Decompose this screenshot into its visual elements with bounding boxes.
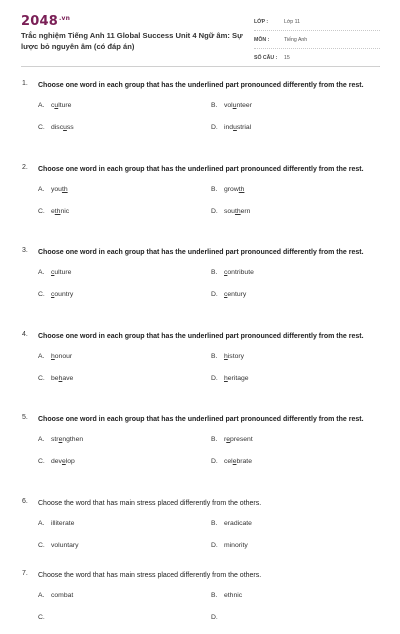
option-b[interactable] — [211, 102, 252, 109]
question-text: Choose one word in each group that has the underlined part pronounced differently from the rest. — [38, 249, 364, 256]
word-part: ulture — [54, 268, 72, 276]
option-word — [224, 269, 254, 276]
word-part: lture — [58, 101, 72, 109]
word-part: combat — [51, 591, 74, 599]
option-word — [224, 353, 244, 360]
question-6 — [22, 498, 378, 562]
option-letter: D. — [211, 207, 218, 215]
underlined-part: e — [232, 457, 237, 465]
option-letter: B. — [211, 352, 218, 360]
option-c[interactable] — [38, 614, 51, 621]
word-part: cel — [224, 457, 233, 465]
underlined-part: th — [234, 207, 241, 215]
underlined-part: h — [51, 352, 55, 360]
option-word — [51, 542, 79, 549]
option-b[interactable] — [211, 353, 244, 360]
option-word — [51, 592, 73, 599]
question-text: Choose one word in each group that has the underlined part pronounced differently from the rest. — [38, 82, 364, 89]
option-b[interactable] — [211, 592, 242, 599]
word-part: c — [51, 101, 55, 109]
underlined-part: u — [54, 101, 59, 109]
underlined-part: c — [224, 290, 228, 298]
word-part: dev — [51, 457, 62, 465]
word-part: ave — [62, 374, 74, 382]
option-c[interactable] — [38, 542, 79, 549]
question-text: Choose the word that has main stress placed differently from the others. — [38, 500, 262, 507]
underlined-part: c — [51, 290, 55, 298]
word-part: ethnic — [224, 591, 243, 599]
option-a[interactable] — [38, 520, 74, 527]
word-part: you — [51, 185, 62, 193]
meta-label: MÔN : — [254, 37, 270, 43]
option-letter: A. — [38, 352, 45, 360]
option-word — [224, 542, 248, 549]
option-c[interactable] — [38, 458, 75, 465]
question-header — [22, 414, 378, 426]
word-part: eritage — [227, 374, 249, 382]
word-part: grow — [224, 185, 239, 193]
option-d[interactable] — [211, 458, 252, 465]
option-letter: A. — [38, 268, 45, 276]
meta-row-subject — [254, 32, 380, 49]
question-header — [22, 498, 378, 510]
option-d[interactable] — [211, 375, 249, 382]
option-word — [224, 436, 253, 443]
option-word — [51, 375, 73, 382]
question-1 — [22, 80, 378, 144]
question-number: 5. — [22, 414, 28, 421]
option-word — [51, 269, 71, 276]
word-part: vol — [224, 101, 233, 109]
option-word — [224, 520, 252, 527]
word-part: strial — [236, 123, 252, 131]
option-b[interactable] — [211, 520, 252, 527]
option-letter: A. — [38, 435, 45, 443]
option-letter: B. — [211, 185, 218, 193]
option-letter: C. — [38, 374, 45, 382]
underlined-part: th — [54, 207, 61, 215]
word-part: onour — [54, 352, 73, 360]
option-word — [224, 102, 252, 109]
option-word — [224, 458, 252, 465]
option-letter: B. — [211, 591, 218, 599]
option-letter: B. — [211, 435, 218, 443]
option-d[interactable] — [211, 208, 250, 215]
option-a[interactable] — [38, 102, 71, 109]
option-word — [51, 208, 69, 215]
option-b[interactable] — [211, 186, 244, 193]
answer-options — [22, 590, 378, 634]
option-d[interactable] — [211, 542, 248, 549]
option-a[interactable] — [38, 269, 71, 276]
question-text: Choose one word in each group that has the underlined part pronounced differently from the rest. — [38, 416, 364, 423]
option-letter: B. — [211, 268, 218, 276]
meta-value: Tiếng Anh — [284, 37, 308, 43]
option-letter: B. — [211, 101, 218, 109]
option-letter: B. — [211, 519, 218, 527]
answer-options — [22, 184, 378, 228]
option-word — [51, 291, 73, 298]
option-c[interactable] — [38, 124, 74, 131]
option-letter: D. — [211, 123, 218, 131]
option-d[interactable] — [211, 614, 224, 621]
question-header — [22, 80, 378, 92]
meta-row-class — [254, 14, 380, 31]
word-part: e — [51, 207, 55, 215]
option-letter: C. — [38, 457, 45, 465]
meta-label: LỚP : — [254, 19, 269, 25]
word-part: illiterate — [51, 519, 75, 527]
underlined-part: e — [58, 435, 63, 443]
question-header — [22, 164, 378, 176]
underlined-part: c — [224, 268, 228, 276]
question-header — [22, 247, 378, 259]
question-4 — [22, 331, 378, 395]
question-number: 4. — [22, 331, 28, 338]
word-part: ind — [224, 123, 234, 131]
option-b[interactable] — [211, 436, 253, 443]
underlined-part: e — [61, 457, 66, 465]
word-part: ern — [240, 207, 251, 215]
question-text: Choose the word that has main stress placed differently from the others. — [38, 572, 262, 579]
question-number: 2. — [22, 164, 28, 171]
question-number: 1. — [22, 80, 28, 87]
answer-options — [22, 267, 378, 311]
word-part: voluntary — [51, 541, 79, 549]
option-c[interactable] — [38, 208, 69, 215]
word-part: nteer — [236, 101, 252, 109]
option-word — [51, 353, 72, 360]
option-word — [51, 124, 74, 131]
underlined-part: h — [224, 352, 228, 360]
underlined-part: th — [61, 185, 68, 193]
option-c[interactable] — [38, 291, 73, 298]
word-part: sou — [224, 207, 235, 215]
option-letter: D. — [211, 613, 218, 621]
underlined-part: u — [63, 123, 67, 131]
meta-value: Lớp 11 — [284, 19, 300, 25]
meta-panel — [254, 14, 380, 68]
meta-value: 15 — [284, 55, 290, 61]
option-word — [51, 102, 71, 109]
word-part: ngthen — [62, 435, 84, 443]
option-word — [224, 186, 244, 193]
option-letter: D. — [211, 541, 218, 549]
logo-text: 2048 — [21, 14, 58, 29]
underlined-part: u — [233, 123, 237, 131]
option-letter: C. — [38, 123, 45, 131]
question-header — [22, 331, 378, 343]
word-part: ountry — [54, 290, 74, 298]
answer-options — [22, 518, 378, 562]
word-part: entury — [227, 290, 247, 298]
option-letter: A. — [38, 519, 45, 527]
worksheet-title: Trắc nghiệm Tiếng Anh 11 Global Success Unit 4 Ngữ âm: Sự lược bỏ nguyên âm (có đáp án) — [21, 31, 243, 51]
logo-suffix: .vn — [58, 14, 71, 22]
option-b[interactable] — [211, 269, 254, 276]
answer-options — [22, 434, 378, 478]
option-c[interactable] — [38, 375, 73, 382]
word-part: present — [230, 435, 253, 443]
option-letter: D. — [211, 374, 218, 382]
meta-label: SỐ CÂU : — [254, 55, 278, 61]
option-letter: A. — [38, 185, 45, 193]
option-letter: D. — [211, 457, 218, 465]
question-number: 6. — [22, 498, 28, 505]
option-word — [51, 458, 75, 465]
word-part: ontribute — [227, 268, 254, 276]
option-word — [51, 520, 74, 527]
option-letter: D. — [211, 290, 218, 298]
word-part: lop — [65, 457, 75, 465]
underlined-part: c — [51, 268, 55, 276]
word-part: minority — [224, 541, 248, 549]
question-number: 7. — [22, 570, 28, 577]
option-a[interactable] — [38, 353, 72, 360]
option-word — [51, 186, 68, 193]
word-part: ss — [66, 123, 74, 131]
option-letter: C. — [38, 290, 45, 298]
option-a[interactable] — [38, 436, 83, 443]
underlined-part: e — [226, 435, 231, 443]
option-a[interactable] — [38, 186, 68, 193]
option-letter: A. — [38, 591, 45, 599]
word-part: be — [51, 374, 59, 382]
word-part: brate — [236, 457, 252, 465]
answer-options — [22, 351, 378, 395]
word-part: str — [51, 435, 59, 443]
header-divider — [21, 66, 379, 67]
underlined-part: th — [238, 185, 245, 193]
question-2 — [22, 164, 378, 228]
meta-row-count — [254, 50, 380, 67]
option-word — [224, 592, 242, 599]
underlined-part: h — [58, 374, 63, 382]
option-word — [224, 124, 251, 131]
option-letter: A. — [38, 101, 45, 109]
word-part: istory — [227, 352, 245, 360]
question-text: Choose one word in each group that has the underlined part pronounced differently from the rest. — [38, 333, 364, 340]
option-d[interactable] — [211, 291, 246, 298]
question-header — [22, 570, 378, 582]
option-word — [224, 291, 246, 298]
option-letter: C. — [38, 613, 45, 621]
question-7 — [22, 570, 378, 634]
question-text: Choose one word in each group that has the underlined part pronounced differently from the rest. — [38, 166, 364, 173]
option-word — [224, 375, 249, 382]
option-a[interactable] — [38, 592, 73, 599]
option-letter: C. — [38, 541, 45, 549]
question-5 — [22, 414, 378, 478]
word-part: eradicate — [224, 519, 252, 527]
underlined-part: h — [224, 374, 228, 382]
question-3 — [22, 247, 378, 311]
question-number: 3. — [22, 247, 28, 254]
answer-options — [22, 100, 378, 144]
option-letter: C. — [38, 207, 45, 215]
option-word — [224, 208, 250, 215]
word-part: r — [224, 435, 227, 443]
underlined-part: u — [232, 101, 237, 109]
word-part: nic — [60, 207, 70, 215]
option-word — [51, 436, 83, 443]
option-d[interactable] — [211, 124, 251, 131]
word-part: disc — [51, 123, 64, 131]
site-logo[interactable] — [21, 14, 70, 29]
